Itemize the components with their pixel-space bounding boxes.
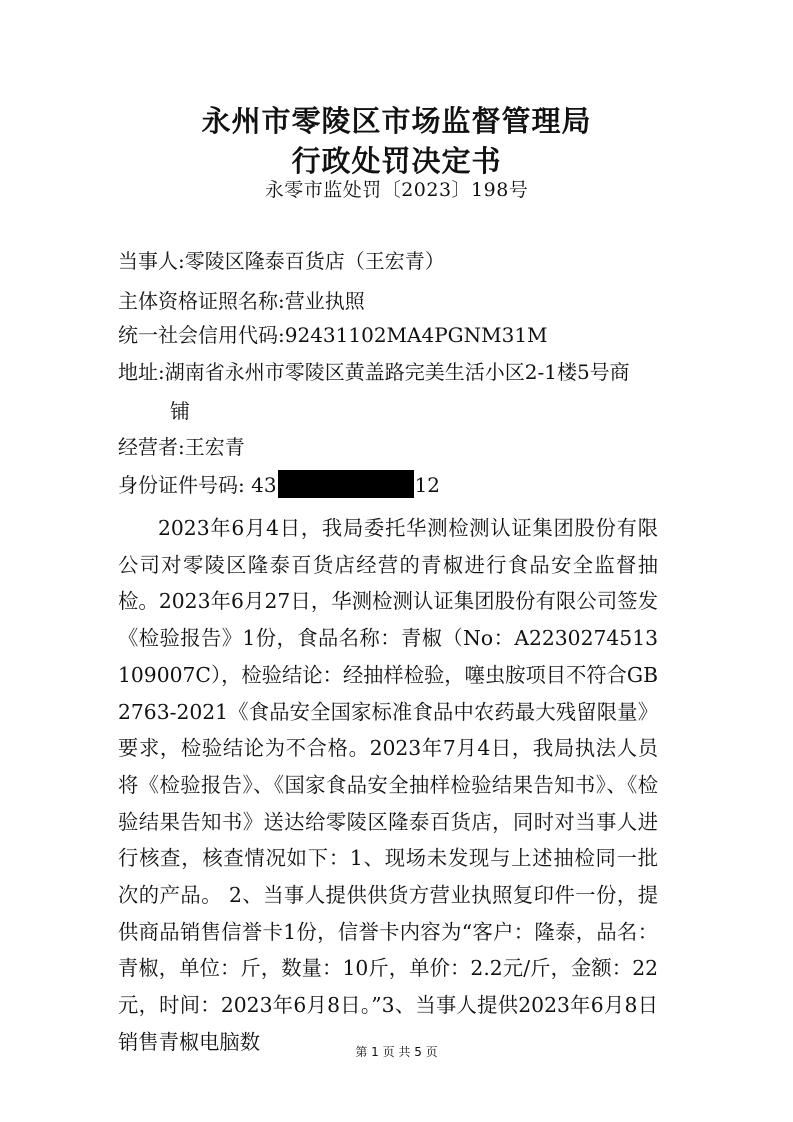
address-label: 地址: [118, 360, 165, 384]
license-value: 营业执照 [284, 289, 365, 313]
id-number-prefix: 43 [251, 473, 277, 497]
document-number: 永零市监处罚〔2023〕198号 [264, 179, 529, 201]
page-number: 第 1 页 共 5 页 [355, 1045, 438, 1059]
document-title: 行政处罚决定书 [291, 144, 502, 178]
operator-label: 经营者: [118, 435, 185, 459]
license-label: 主体资格证照名称: [118, 289, 285, 313]
credit-code-field [118, 320, 548, 350]
party-name-field [118, 246, 445, 276]
license-field [118, 286, 365, 316]
operator-value: 王宏青 [184, 435, 245, 459]
credit-code-value: 92431102MA4PGNM31M [284, 323, 548, 347]
party-name-label: 当事人: [118, 249, 185, 273]
id-number-label: 身份证件号码: [118, 473, 245, 497]
operator-field [118, 432, 245, 462]
party-name-value: 零陵区隆泰百货店（王宏青） [184, 249, 445, 273]
credit-code-label: 统一社会信用代码: [118, 323, 285, 347]
case-description-paragraph: 2023年6月4日，我局委托华测检测认证集团股份有限公司对零陵区隆泰百货店经营的青椒进行食品安全监督抽检。2023年6月27日，华测检测认证集团股份有限公司签发《检验报告》1份，食品名称：青椒（No：A2230274513109007C），检验结论：经抽样检验，噻虫胺项目不符合GB2763-2021《食品安全国家标准食品中农药最大残留限量》要求，检验结论为不合格。2023年7月4日，我局执法人员将《检验报告》、《国家食品安全抽样检验结果告知书》、《检验结果告知书》送达给零陵区隆泰百货店，同时对当事人进行核查，核查情况如下：1、现场未发现与上述抽检同一批次的产品。 2、当事人提供供货方营业执照复印件一份，提供商品销售信誉卡1份，信誉卡内容为“客户：隆泰，品名：青椒，单位：斤，数量：10斤，单价：2.2元/斤，金额：22元，时间：2023年6月8日。”3、当事人提供2023年6月8日销售青椒电脑数 [118, 516, 658, 1054]
id-number-field [118, 470, 440, 500]
redaction-block [278, 470, 414, 498]
id-number-suffix: 12 [414, 473, 441, 497]
address-value-continued: 铺 [170, 399, 190, 423]
authority-title: 永州市零陵区市场监督管理局 [201, 104, 592, 138]
address-value: 湖南省永州市零陵区黄盖路完美生活小区2-1楼5号商 [164, 360, 630, 384]
address-field [118, 357, 630, 387]
